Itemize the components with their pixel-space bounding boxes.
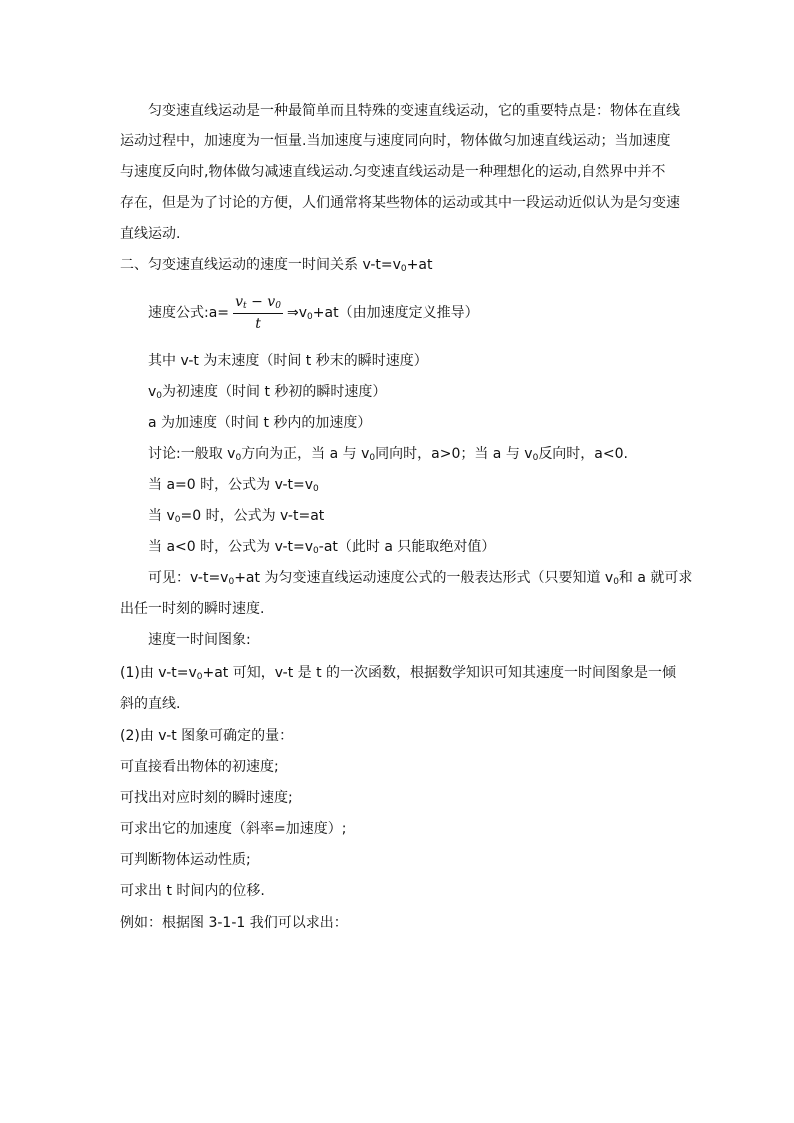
fraction-denominator: t <box>255 316 261 332</box>
list-item: 可求出它的加速度（斜率=加速度）; <box>120 821 347 837</box>
list-item: 可求出 t 时间内的位移. <box>120 883 265 899</box>
fraction-bar <box>233 313 283 314</box>
discussion: 讨论:一般取 $v_0$方向为正，当 a 与 $v_0$同向时，a>0；当 a 与 $v_0$反向时，a<0. <box>148 446 628 463</box>
paragraph1-line2: 运动过程中，加速度为一恒量.当加速度与速度同向时，物体做匀加速直线运动；当加速度 <box>120 133 671 149</box>
item1-line1: (1)由 $v-t=v_0+at$ 可知，v-t 是 t 的一次函数，根据数学知识可知其速度一时间图象是一倾 <box>120 665 677 682</box>
paragraph1-line5: 直线运动. <box>120 226 181 242</box>
conclusion-line1: 可见：$v-t=v_0+at$ 为匀变速直线运动速度公式的一般表达形式（只要知道 $v_0$和 a 就可求 <box>148 570 693 587</box>
example-line: 例如：根据图 3-1-1 我们可以求出： <box>120 915 348 931</box>
fraction-numerator: $v_t - v_0$ <box>235 294 281 311</box>
list-item: 可直接看出物体的初速度; <box>120 759 279 775</box>
def-a: a 为加速度（时间 t 秒内的加速度） <box>148 415 372 431</box>
case-a-zero: 当 a=0 时，公式为 $v-t=v_0$ <box>148 477 319 494</box>
def-vt: 其中 v-t 为末速度（时间 t 秒末的瞬时速度） <box>148 353 428 369</box>
list-item: 可找出对应时刻的瞬时速度; <box>120 790 293 806</box>
def-v0: $v_0$为初速度（时间 t 秒初的瞬时速度） <box>148 384 387 401</box>
item1-line2: 斜的直线. <box>120 696 181 712</box>
list-item: 可判断物体运动性质; <box>120 852 251 868</box>
velocity-formula: 速度公式:a= $\frac{v_t - v_0}{t}$ $\Rightarrow v_0+at$（由加速度定义推导） <box>148 294 479 332</box>
paragraph1-line4: 存在，但是为了讨论的方便，人们通常将某些物体的运动或其中一段运动近似认为是匀变速 <box>120 195 680 211</box>
item2: (2)由 v-t 图象可确定的量： <box>120 728 294 744</box>
paragraph1-line1: 匀变速直线运动是一种最简单而且特殊的变速直线运动，它的重要特点是：物体在直线 <box>148 103 680 119</box>
case-v0-zero: 当 $v_0=0$ 时，公式为 v-t=at <box>148 508 325 525</box>
section2-heading: 二、匀变速直线运动的速度一时间关系 $v-t=v_0+at$ <box>120 257 433 274</box>
graph-heading: 速度一时间图象: <box>148 632 251 648</box>
case-a-negative: 当 a<0 时，公式为 $v-t=v_0-at$（此时 a 只能取绝对值） <box>148 539 496 556</box>
paragraph1-line3: 与速度反向时,物体做匀减速直线运动.匀变速直线运动是一种理想化的运动,自然界中并不 <box>120 164 666 180</box>
conclusion-line2: 出任一时刻的瞬时速度. <box>120 601 265 617</box>
formula-fraction <box>231 293 285 333</box>
